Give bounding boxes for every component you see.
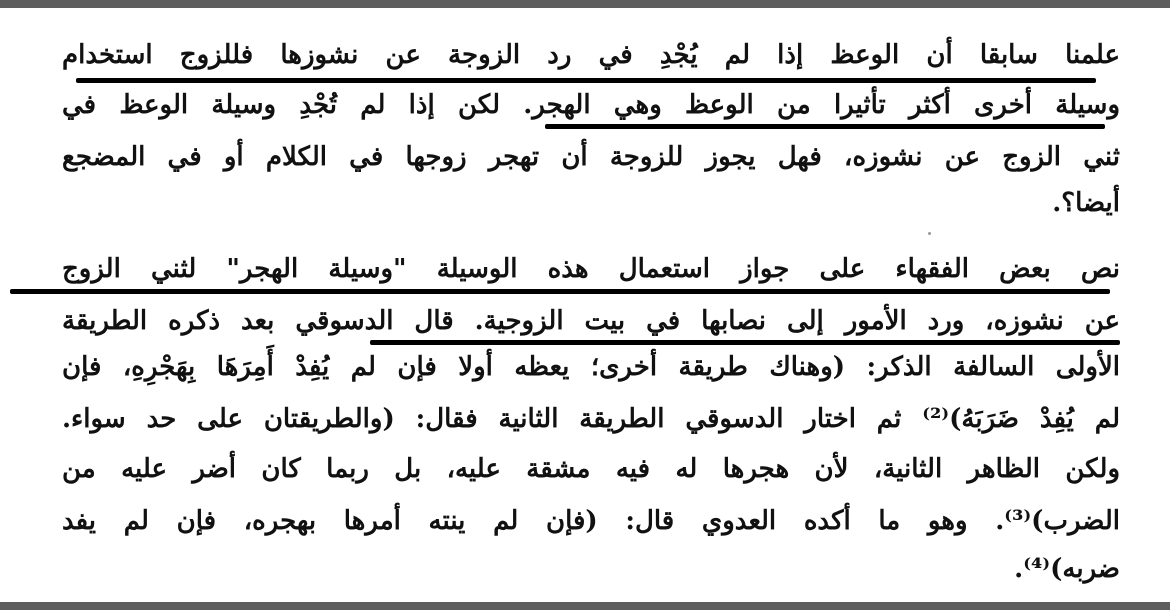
document-page xyxy=(0,8,1170,602)
underline-mark xyxy=(370,340,1120,345)
underline-mark xyxy=(545,124,1105,129)
text-line: ولكن الظاهر الثانية، لأن هجرها له فيه مشقة عليه، بل ربما كان أضر عليه من xyxy=(62,454,1120,484)
underline-mark xyxy=(10,289,1110,294)
text-line: ثني الزوج عن نشوزه، فهل يجوز للزوجة أن تهجر زوجها في الكلام أو في المضجع xyxy=(62,142,1120,172)
text-line: نص بعض الفقهاء على جواز استعمال هذه الوسيلة "وسيلة الهجر" لثني الزوج xyxy=(62,254,1120,284)
scan-speck xyxy=(928,232,931,235)
text-line: علمنا سابقا أن الوعظ إذا لم يُجْدِ في رد الزوجة عن نشوزها فللزوج استخدام xyxy=(62,40,1120,70)
text-line: الضرب)⁽³⁾. وهو ما أكده العدوي قال: (فإن لم ينته أمرها بهجره، فإن لم يفد xyxy=(62,506,1120,536)
text-line: لم يُفِدْ ضَرَبَهُ)⁽²⁾ ثم اختار الدسوقي الطريقة الثانية فقال: (والطريقتان على حد سواء. xyxy=(62,404,1120,434)
text-line: عن نشوزه، ورد الأمور إلى نصابها في بيت الزوجية. قال الدسوقي بعد ذكره الطريقة xyxy=(62,306,1120,336)
text-line: الأولى السالفة الذكر: (وهناك طريقة أخرى؛ يعظه أولا فإن لم يُفِدْ أَمِرَهَا بِهَجْرِهِ، فإن xyxy=(62,352,1120,382)
text-line: أيضا؟. xyxy=(1052,188,1120,218)
text-line: وسيلة أخرى أكثر تأثيرا من الوعظ وهي الهجر. لكن إذا لم تُجْدِ وسيلة الوعظ في xyxy=(62,90,1120,120)
text-line: ضربه)⁽⁴⁾. xyxy=(1014,554,1120,584)
underline-mark xyxy=(76,78,1096,83)
